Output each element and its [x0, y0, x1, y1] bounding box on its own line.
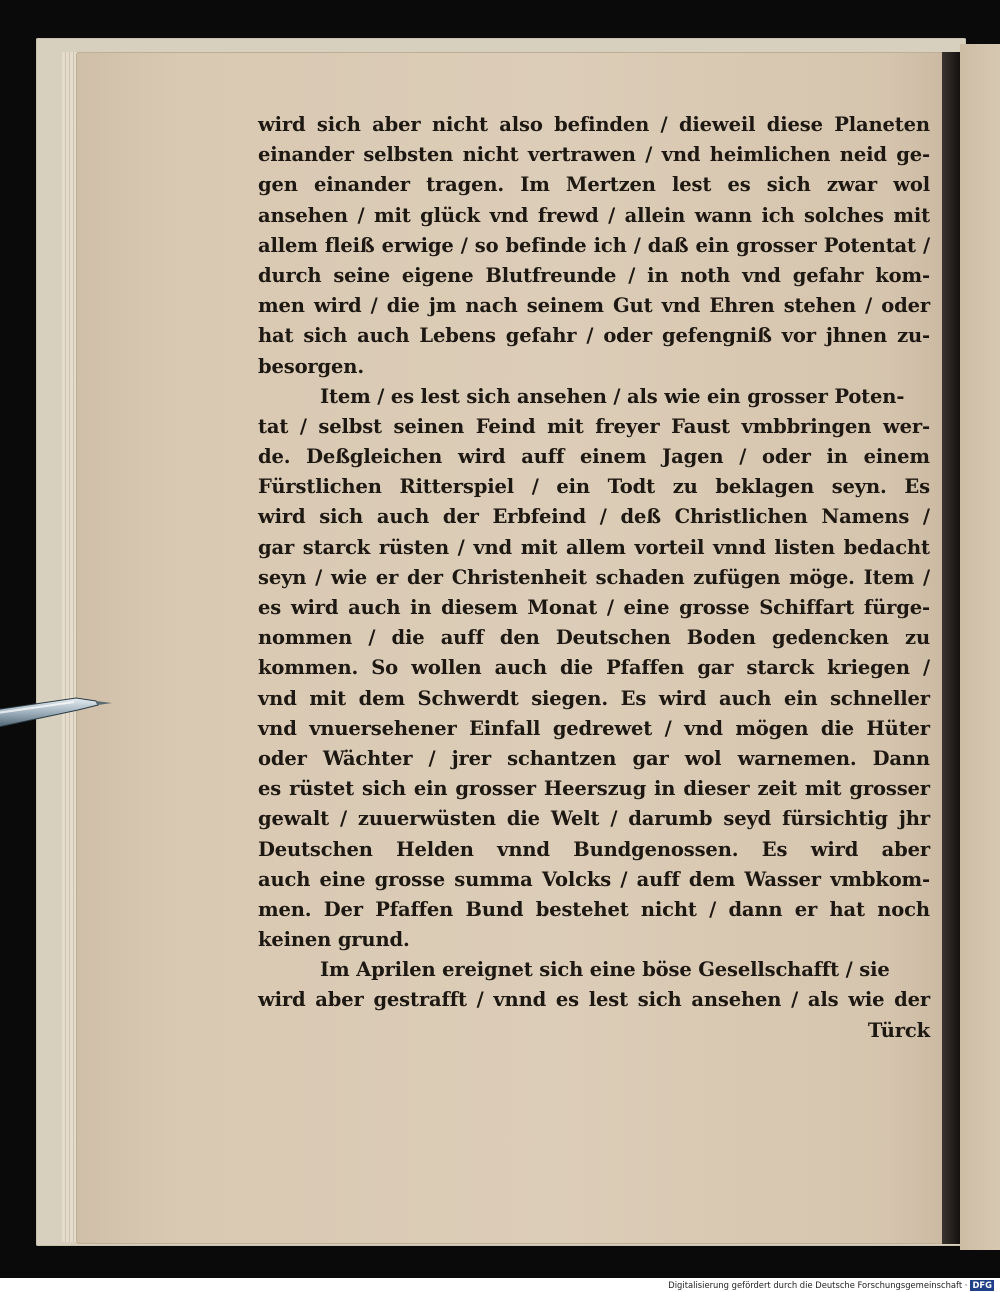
text-line: men. Der Pfaffen Bund bestehet nicht / dann er hat noch	[258, 897, 930, 921]
text-line: hat sich auch Lebens gefahr / oder gefengniß vor jhnen zu-	[258, 324, 930, 348]
text-line: seyn / wie er der Christenheit schaden zufügen möge. Item /	[258, 565, 930, 589]
text-line: keinen grund.	[258, 928, 410, 952]
text-line: ansehen / mit glück vnd frewd / allein wann ich solches mit	[258, 203, 930, 227]
pen-pointer-icon	[0, 690, 115, 734]
text-line: gar starck rüsten / vnd mit allem vorteil vnnd listen bedacht	[258, 535, 930, 559]
text-line: Türck	[867, 1018, 930, 1042]
text-line: Deutschen Helden vnnd Bundgenossen. Es wird aber	[258, 837, 930, 861]
text-line: besorgen.	[258, 354, 364, 378]
text-line: wird aber gestrafft / vnnd es lest sich ansehen / als wie der	[258, 988, 930, 1012]
text-line: men wird / die jm nach seinem Gut vnd Ehren stehen / oder	[258, 294, 930, 318]
text-line: wird sich auch der Erbfeind / deß Christlichen Namens /	[258, 505, 930, 529]
text-line: gen einander tragen. Im Mertzen lest es sich zwar wol	[258, 173, 930, 197]
facing-page-edge	[960, 44, 1000, 1250]
page-text-block	[258, 110, 930, 1046]
text-line: gewalt / zuuerwüsten die Welt / darumb seyd fürsichtig jhr	[258, 807, 930, 831]
text-line: es wird auch in diesem Monat / eine grosse Schiffart fürge-	[258, 596, 930, 619]
text-line: auch eine grosse summa Volcks / auff dem Wasser vmbkom-	[258, 867, 930, 891]
text-line: durch seine eigene Blutfreunde / in noth vnd gefahr kom-	[258, 263, 930, 287]
text-line: Im Aprilen ereignet sich eine böse Gesellschafft / sie	[320, 958, 890, 982]
text-line: oder Wächter / jrer schantzen gar wol warnemen. Dann	[258, 746, 930, 770]
text-line: Item / es lest sich ansehen / als wie ein grosser Poten-	[320, 384, 905, 408]
text-line: vnd vnuersehener Einfall gedrewet / vnd mögen die Hüter	[258, 716, 930, 740]
text-line: tat / selbst seinen Feind mit freyer Faust vmbbringen wer-	[258, 414, 930, 438]
credit-footer	[0, 1278, 1000, 1292]
text-line: de. Deßgleichen wird auff einem Jagen / oder in einem	[258, 445, 930, 469]
text-line: Fürstlichen Ritterspiel / ein Todt zu beklagen seyn. Es	[258, 475, 930, 499]
funding-credit: Digitalisierung gefördert durch die Deutsche Forschungsgemeinschaft ·	[668, 1280, 968, 1290]
text-line: es rüstet sich ein grosser Heerszug in dieser zeit mit grosser	[258, 777, 930, 801]
text-line: allem fleiß erwige / so befinde ich / daß ein grosser Potentat /	[258, 233, 930, 257]
text-line: wird sich aber nicht also befinden / dieweil diese Planeten	[258, 113, 930, 136]
text-line: einander selbsten nicht vertrawen / vnd heimlichen neid ge-	[258, 143, 930, 167]
dfg-logo: DFG	[972, 1280, 992, 1290]
book-gutter	[942, 52, 960, 1244]
text-line: nommen / die auff den Deutschen Boden gedencken zu	[258, 626, 930, 650]
text-line: vnd mit dem Schwerdt siegen. Es wird auch ein schneller	[258, 686, 930, 710]
text-line: kommen. So wollen auch die Pfaffen gar starck kriegen /	[258, 656, 930, 680]
